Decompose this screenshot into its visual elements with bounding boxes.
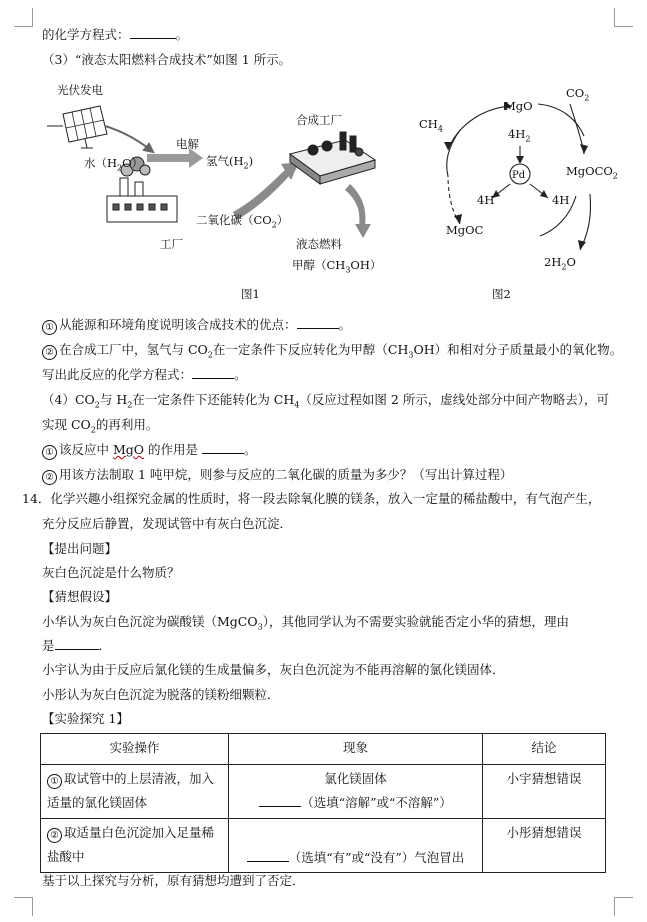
question-3-2: ② 在合成工厂中，氢气与 $CO_2$在一定条件下反应转化为甲醇$(CH_3OH)$和相对分子质量最小的氧化物。: [42, 341, 622, 360]
equation-prompt: 的化学方程式：: [42, 27, 130, 42]
water-label: 水$(H_2O)$: [84, 156, 144, 173]
mgo-node: MgO: [504, 99, 533, 113]
conclusion-cell: 小彤猜想错误: [483, 819, 606, 873]
question-4-1: ① 该反应中 MgO 的作用是 。: [42, 441, 257, 460]
mgoco2-node: MgOCO$_2$: [566, 164, 618, 181]
arrow-to-fuel: [345, 184, 371, 238]
header-conclusion: 结论: [483, 734, 606, 765]
question-4-2: ② 用该方法制取 1 吨甲烷，则参与反应的二氧化碳的质量为多少？（写出计算过程）: [42, 466, 512, 485]
hypothesis-1: 小华认为灰白色沉淀为碳酸镁（MgCO$_3$），其他同学认为不需要实验就能否定小华的猜想，理由: [42, 614, 569, 632]
4h-right-node: 4H: [552, 193, 570, 207]
final-statement: 基于以上探究与分析，原有猜想均遭到了否定．: [42, 873, 305, 888]
crop-mark-bottom-left: [14, 897, 33, 916]
question-3-intro: （3）“液态太阳燃料合成技术”如图 1 所示。: [42, 52, 292, 67]
heading-hypothesis: 【猜想假设】: [42, 589, 118, 604]
phenomenon-cell: 氯化镁固体 （选填“溶解”或“不溶解”）: [229, 765, 483, 819]
h2o-node: $2H_2O$: [544, 255, 576, 272]
co2-node: $CO_2$: [566, 86, 590, 103]
synthesis-plant-icon: [290, 132, 375, 184]
answer-blank[interactable]: [247, 849, 289, 862]
pd-catalyst: Pd: [512, 170, 526, 181]
equation-prompt-line: 的化学方程式： 。: [42, 27, 189, 42]
solar-panel-icon: [47, 106, 107, 148]
crop-mark-top-left: [14, 8, 33, 27]
header-phenomenon: 现象: [229, 734, 483, 765]
heading-experiment-1: 【实验探究 1】: [42, 711, 129, 726]
question-3-1: ① 从能源和环境角度说明该合成技术的优点： 。: [42, 316, 351, 335]
question-14-intro: 14．化学兴趣小组探究金属的性质时，将一段去除氧化膜的镁条，放入一定量的稀盐酸中，有气泡产生，: [22, 491, 601, 506]
question-3-2-equation: 写出此反应的化学方程式： 。: [42, 367, 247, 382]
heading-question: 【提出问题】: [42, 541, 118, 556]
question-4-intro-cont: 实现 $CO_2$的再利用。: [42, 417, 159, 435]
figure-2-caption: 图2: [492, 287, 511, 301]
hydrogen-label: 氢气$(H_2)$: [206, 154, 254, 171]
hypothesis-1-cont: 是 ．: [42, 638, 112, 653]
header-operation: 实验操作: [41, 734, 229, 765]
table-header-row: [41, 734, 606, 765]
figure-1-caption: 图1: [241, 287, 260, 301]
factory-label: 工厂: [160, 237, 183, 251]
answer-blank[interactable]: [130, 26, 176, 39]
phenomenon-cell: （选填“有”或“没有”）气泡冒出: [229, 819, 483, 873]
mgoc-node: MgOC: [446, 223, 484, 237]
electrolysis-label: 电解: [176, 137, 199, 151]
arrow-to-electrolysis: [105, 126, 153, 152]
question-14-intro-cont: 充分反应后静置，发现试管中有灰白色沉淀．: [42, 516, 293, 531]
answer-blank[interactable]: [192, 366, 234, 379]
ch4-node: $CH_4$: [419, 117, 443, 134]
crop-mark-top-right: [614, 8, 633, 27]
crop-mark-bottom-right: [614, 897, 633, 916]
experiment-table: [40, 733, 606, 873]
pv-label: 光伏发电: [57, 83, 103, 97]
4h-left-node: 4H: [477, 193, 495, 207]
liquid-fuel-label: 液态燃料: [296, 237, 342, 251]
hypothesis-2: 小宇认为由于反应后氯化镁的生成量偏多，灰白色沉淀为不能再溶解的氯化镁固体．: [42, 662, 505, 677]
conclusion-cell: 小宇猜想错误: [483, 765, 606, 819]
answer-blank[interactable]: [202, 441, 244, 454]
table-row: [41, 765, 606, 819]
synthesis-plant-label: 合成工厂: [296, 113, 342, 127]
operation-cell: ① 取试管中的上层清液，加入适量的氯化镁固体: [41, 765, 229, 819]
question-text: 灰白色沉淀是什么物质？: [42, 565, 180, 580]
methanol-label: 甲醇$(CH_3OH)$: [292, 258, 382, 275]
answer-blank[interactable]: [297, 316, 339, 329]
question-4-intro: $(4)CO_2$与 $H_2$在一定条件下还能转化为 $CH_4$（反应过程如图 2 所示，虚线处部分中间产物略去），可: [42, 392, 610, 410]
4h2-node: $4H_2$: [508, 127, 531, 144]
answer-blank[interactable]: [259, 794, 301, 807]
co2-label: 二氧化碳$(CO_2)$: [196, 213, 289, 230]
operation-cell: ② 取适量白色沉淀加入足量稀盐酸中: [41, 819, 229, 873]
hypothesis-3: 小彤认为灰白色沉淀为脱落的镁粉细颗粒．: [42, 687, 280, 702]
table-row: [41, 819, 606, 873]
answer-blank[interactable]: [55, 637, 99, 650]
